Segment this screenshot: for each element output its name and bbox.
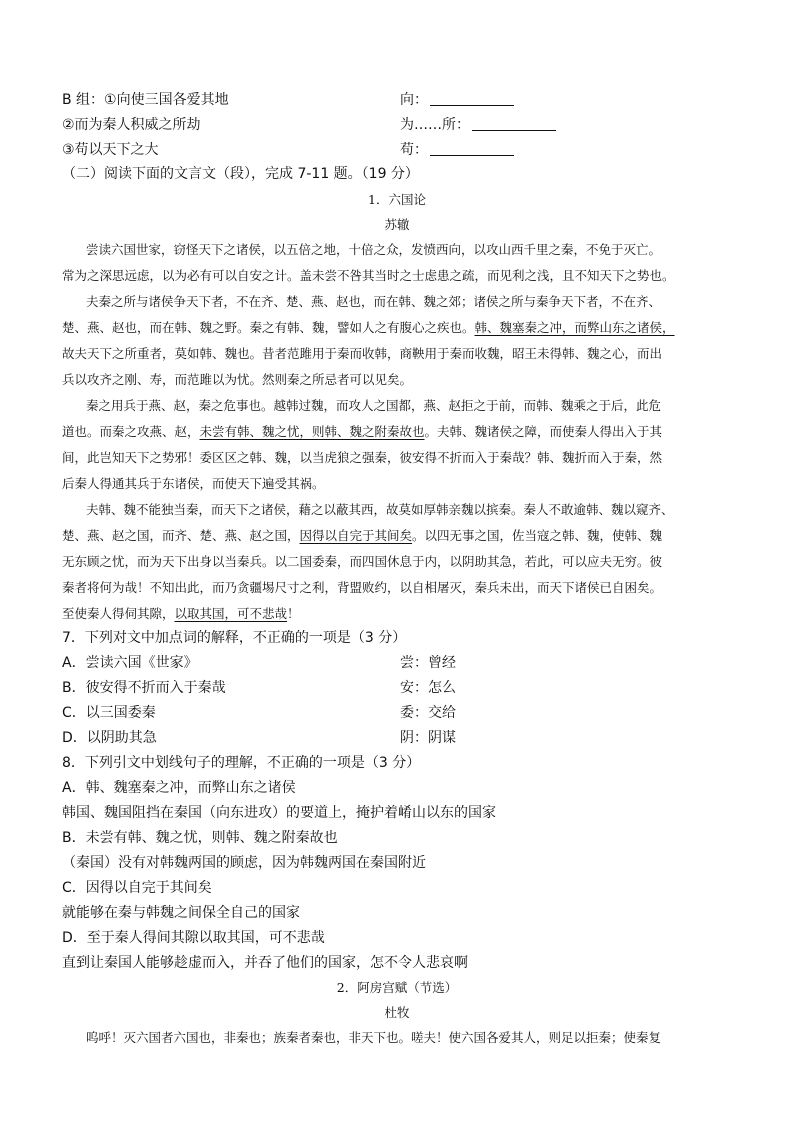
q7-option-a-gloss: 尝：曾经 bbox=[400, 655, 456, 671]
b-group-item-3: ③苟以天下之大 bbox=[62, 142, 159, 158]
q7-option-c-gloss: 委：交给 bbox=[400, 705, 456, 721]
text2-title: 2．阿房宫赋（节选） bbox=[336, 980, 458, 995]
q8-option-a[interactable]: A．韩、魏塞秦之冲，而弊山东之诸侯 bbox=[62, 780, 296, 796]
q8-option-d-translation: 直到让秦国人能够趁虚而入，并吞了他们的国家，怎不令人悲哀啊 bbox=[62, 955, 468, 971]
q7-option-b[interactable]: B．彼安得不折而入于秦哉 bbox=[62, 680, 226, 696]
text1-title: 1．六国论 bbox=[368, 192, 426, 207]
b-group-item-2: ②而为秦人积威之所劫 bbox=[62, 117, 201, 133]
b-group-answer-3: 苟： bbox=[400, 140, 514, 160]
answer-blank-2[interactable] bbox=[472, 116, 556, 131]
section-intro: （二）阅读下面的文言文（段），完成 7-11 题。（19 分） bbox=[62, 166, 419, 182]
text1-p1-l2: 常为之深思远虑，以为必有可以自安之计。盖未尝不咎其当时之士虑患之疏，而见利之浅，且不知天下之势也。 bbox=[62, 268, 675, 283]
b-group-item-1: B 组：①向使三国各爱其地 bbox=[62, 92, 229, 108]
text1-p3-l4: 后秦人得通其兵于东诸侯，而使天下遍受其祸。 bbox=[62, 476, 325, 491]
q8-option-c-translation: 就能够在秦与韩魏之间保全自己的国家 bbox=[62, 905, 300, 921]
q8-option-b-translation: （秦国）没有对韩魏两国的顾虑，因为韩魏两国在秦国附近 bbox=[62, 855, 426, 871]
q8-option-c[interactable]: C．因得以自完于其间矣 bbox=[62, 880, 212, 896]
q7-option-c[interactable]: C．以三国委秦 bbox=[62, 705, 156, 721]
b-group-row-3 bbox=[62, 140, 159, 160]
b-group-row-1 bbox=[62, 90, 229, 110]
q8-option-b[interactable]: B．未尝有韩、魏之忧，则韩、魏之附秦故也 bbox=[62, 830, 338, 846]
text1-p3-l1: 秦之用兵于燕、赵，秦之危事也。越韩过魏，而攻人之国都，燕、赵拒之于前，而韩、魏乘之于后，此危 bbox=[86, 398, 662, 413]
q8-stem: 8．下列引文中划线句子的理解，不正确的一项是（3 分） bbox=[62, 755, 421, 771]
text1-p4-l2: 楚、燕、赵之国，而齐、楚、燕、赵之国，因得以自完于其间矣。以四无事之国，佐当寇之韩、魏，使韩、魏 bbox=[62, 528, 663, 543]
q7-option-d-gloss: 阴：阴谋 bbox=[400, 730, 456, 746]
text1-p3-l2: 道也。而秦之攻燕、赵，未尝有韩、魏之忧，则韩、魏之附秦故也。夫韩、魏诸侯之障，而使秦人得出入于其 bbox=[62, 424, 663, 439]
underlined-sentence-a: 韩、魏塞秦之冲，而弊山东之诸侯， bbox=[474, 320, 675, 335]
text2-author: 杜牧 bbox=[384, 1005, 410, 1020]
q7-stem: 7．下列对文中加点词的解释，不正确的一项是（3 分） bbox=[62, 630, 407, 646]
text1-p2-l4: 兵以攻齐之刚、寿，而范雎以为忧。然则秦之所忌者可以见矣。 bbox=[62, 372, 413, 387]
text1-p1-l1: 尝读六国世家，窃怪天下之诸侯，以五倍之地，十倍之众，发愤西向，以攻山西千里之秦，不免于灭亡。 bbox=[86, 242, 662, 257]
text1-author: 苏辙 bbox=[384, 217, 410, 232]
b-group-answer-2: 为……所： bbox=[400, 115, 556, 135]
b-group-answer-1: 向： bbox=[400, 90, 514, 110]
underlined-sentence-c: 因得以自完于其间矣 bbox=[299, 528, 413, 543]
text1-p2-l3: 故夫天下之所重者，莫如韩、魏也。昔者范雎用于秦而收韩，商鞅用于秦而收魏，昭王未得韩、魏之心，而出 bbox=[62, 346, 663, 361]
answer-blank-1[interactable] bbox=[430, 91, 514, 106]
answer-blank-3[interactable] bbox=[430, 141, 514, 156]
text1-p4-l1: 夫韩、魏不能独当秦，而天下之诸侯，藉之以蔽其西，故莫如厚韩亲魏以摈秦。秦人不敢逾韩、魏以窥齐、 bbox=[86, 502, 674, 517]
q8-option-a-translation: 韩国、魏国阻挡在秦国（向东进攻）的要道上，掩护着崤山以东的国家 bbox=[62, 805, 496, 821]
text1-p2-l1: 夫秦之所与诸侯争天下者，不在齐、楚、燕、赵也，而在韩、魏之郊；诸侯之所与秦争天下者，不在齐、 bbox=[86, 294, 662, 309]
q7-option-b-gloss: 安：怎么 bbox=[400, 680, 456, 696]
text1-p4-l4: 秦者将何为哉！不知出此，而乃贪疆埸尺寸之利，背盟败约，以自相屠灭，秦兵未出，而天下诸侯已自困矣。 bbox=[62, 580, 663, 595]
underlined-sentence-b: 未尝有韩、魏之忧，则韩、魏之附秦故也 bbox=[199, 424, 425, 439]
text1-p3-l3: 间，此岂知天下之势邪！委区区之韩、魏，以当虎狼之强秦，彼安得不折而入于秦哉？韩、魏折而入于秦，然 bbox=[62, 450, 663, 465]
text1-p4-l5: 至使秦人得伺其隙，以取其国，可不悲哉！ bbox=[62, 606, 300, 621]
b-group-row-2 bbox=[62, 115, 201, 135]
text1-p2-l2: 楚、燕、赵也，而在韩、魏之野。秦之有韩、魏，譬如人之有腹心之疾也。韩、魏塞秦之冲，而弊山东之诸侯， bbox=[62, 320, 675, 335]
underlined-sentence-d: 以取其国，可不悲哉 bbox=[174, 606, 288, 621]
q8-option-d[interactable]: D．至于秦人得间其隙以取其国，可不悲哉 bbox=[62, 930, 325, 946]
q7-option-a[interactable]: A．尝读六国《世家》 bbox=[62, 655, 198, 671]
text1-p4-l3: 无东顾之忧，而为天下出身以当秦兵。以二国委秦，而四国休息于内，以阴助其急，若此，可以应夫无穷。彼 bbox=[62, 554, 663, 569]
text2-p1: 呜呼！灭六国者六国也，非秦也；族秦者秦也，非天下也。嗟夫！使六国各爱其人，则足以拒秦；使秦复 bbox=[86, 1030, 662, 1045]
q7-option-d[interactable]: D．以阴助其急 bbox=[62, 730, 157, 746]
